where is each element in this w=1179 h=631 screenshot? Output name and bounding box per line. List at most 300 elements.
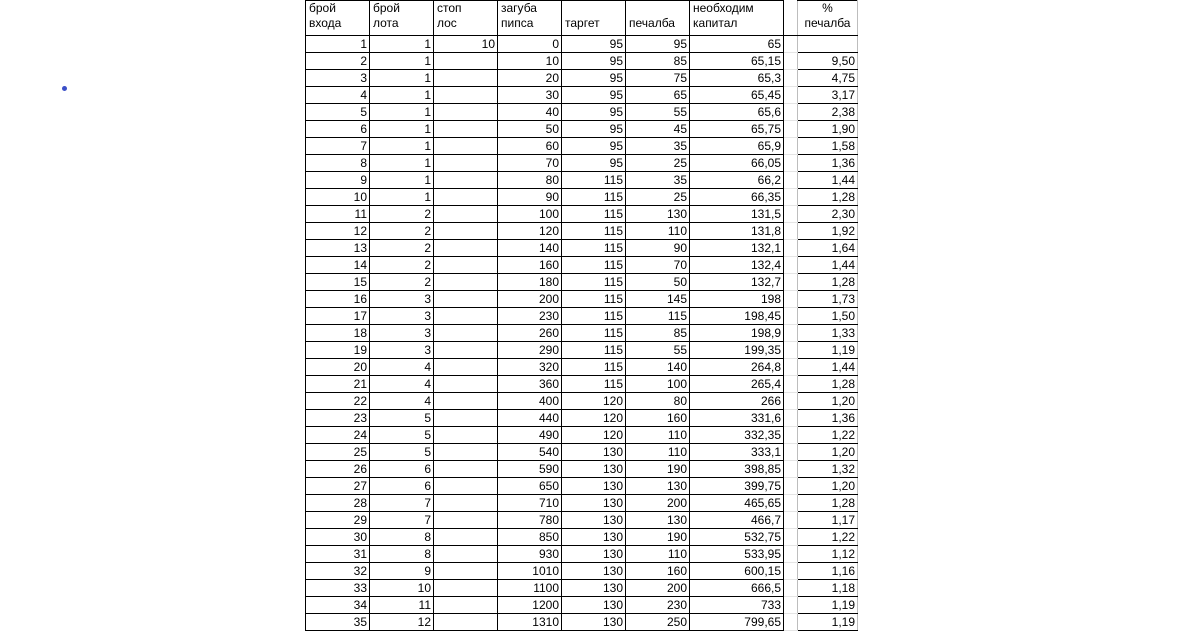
cell-profit[interactable]: 75 [626,70,690,87]
cell-capital[interactable]: 799,65 [690,614,784,631]
cell-profit-percent[interactable]: 1,22 [798,529,858,546]
cell-lots[interactable]: 2 [370,257,434,274]
cell-loss[interactable]: 440 [498,410,562,427]
cell-profit[interactable]: 90 [626,240,690,257]
cell-profit-percent[interactable]: 1,50 [798,308,858,325]
cell-lots[interactable]: 8 [370,546,434,563]
cell-entry[interactable]: 19 [306,342,370,359]
cell-entry[interactable]: 18 [306,325,370,342]
cell-profit-percent[interactable]: 1,28 [798,189,858,206]
cell-lots[interactable]: 1 [370,155,434,172]
cell-loss[interactable]: 260 [498,325,562,342]
cell-profit-percent[interactable]: 1,28 [798,376,858,393]
cell-lots[interactable]: 1 [370,53,434,70]
cell-capital[interactable]: 65 [690,36,784,53]
cell-capital[interactable]: 266 [690,393,784,410]
cell-profit-percent[interactable]: 1,58 [798,138,858,155]
cell-profit[interactable]: 130 [626,206,690,223]
table-row [306,427,858,444]
table-row [306,376,858,393]
cell-stop[interactable] [434,70,498,87]
cell-target[interactable]: 130 [562,512,626,529]
cell-profit[interactable]: 110 [626,427,690,444]
cell-profit[interactable]: 25 [626,189,690,206]
cell-entry[interactable]: 7 [306,138,370,155]
cell-loss[interactable]: 30 [498,87,562,104]
cell-loss[interactable]: 320 [498,359,562,376]
cell-target[interactable]: 130 [562,529,626,546]
cell-stop[interactable] [434,274,498,291]
cell-capital[interactable]: 733 [690,597,784,614]
cell-loss[interactable]: 70 [498,155,562,172]
cell-profit[interactable]: 160 [626,410,690,427]
cell-stop[interactable] [434,342,498,359]
cell-target[interactable]: 130 [562,444,626,461]
cell-lots[interactable]: 1 [370,70,434,87]
cell-stop[interactable] [434,291,498,308]
cell-target[interactable]: 130 [562,478,626,495]
cell-capital[interactable]: 132,7 [690,274,784,291]
cell-profit[interactable]: 50 [626,274,690,291]
cell-profit-percent[interactable]: 2,30 [798,206,858,223]
cell-lots[interactable]: 2 [370,274,434,291]
cell-profit[interactable]: 35 [626,172,690,189]
cell-target[interactable]: 95 [562,104,626,121]
cell-stop[interactable] [434,444,498,461]
cell-profit[interactable]: 55 [626,104,690,121]
cell-target[interactable]: 95 [562,121,626,138]
cell-profit[interactable]: 80 [626,393,690,410]
cell-stop[interactable]: 10 [434,36,498,53]
cell-stop[interactable] [434,563,498,580]
cell-entry[interactable]: 25 [306,444,370,461]
cell-stop[interactable] [434,53,498,70]
cell-profit-percent[interactable]: 1,28 [798,495,858,512]
cell-entry[interactable]: 21 [306,376,370,393]
cell-profit[interactable]: 250 [626,614,690,631]
cell-profit-percent[interactable] [798,36,858,53]
cell-target[interactable]: 115 [562,342,626,359]
table-row [306,393,858,410]
cell-loss[interactable]: 0 [498,36,562,53]
cell-entry[interactable]: 14 [306,257,370,274]
cell-stop[interactable] [434,104,498,121]
cell-target[interactable]: 130 [562,580,626,597]
cell-stop[interactable] [434,189,498,206]
cell-capital[interactable]: 398,85 [690,461,784,478]
cell-profit-percent[interactable]: 1,19 [798,342,858,359]
cell-target[interactable]: 115 [562,274,626,291]
header-entry-count: брой входа [306,1,370,36]
table-row [306,410,858,427]
cell-profit-percent[interactable]: 1,12 [798,546,858,563]
cell-lots[interactable]: 2 [370,206,434,223]
cell-profit-percent[interactable]: 1,20 [798,393,858,410]
cell-profit-percent[interactable]: 1,19 [798,614,858,631]
cell-target[interactable]: 130 [562,495,626,512]
cell-stop[interactable] [434,376,498,393]
cell-capital[interactable]: 198 [690,291,784,308]
cell-entry[interactable]: 2 [306,53,370,70]
cell-loss[interactable]: 50 [498,121,562,138]
cell-capital[interactable]: 666,5 [690,580,784,597]
cell-lots[interactable]: 7 [370,495,434,512]
cell-profit-percent[interactable]: 1,28 [798,274,858,291]
cell-capital[interactable]: 198,45 [690,308,784,325]
cell-profit[interactable]: 145 [626,291,690,308]
cell-capital[interactable]: 466,7 [690,512,784,529]
cell-lots[interactable]: 5 [370,444,434,461]
cell-profit[interactable]: 85 [626,325,690,342]
cell-entry[interactable]: 17 [306,308,370,325]
cell-profit[interactable]: 190 [626,461,690,478]
cell-capital[interactable]: 65,6 [690,104,784,121]
cell-entry[interactable]: 22 [306,393,370,410]
gap-cell [784,512,798,529]
cell-target[interactable]: 95 [562,138,626,155]
cell-entry[interactable]: 27 [306,478,370,495]
cell-capital[interactable]: 265,4 [690,376,784,393]
cell-profit[interactable]: 200 [626,580,690,597]
cell-entry[interactable]: 6 [306,121,370,138]
cell-loss[interactable]: 930 [498,546,562,563]
cell-loss[interactable]: 230 [498,308,562,325]
cell-stop[interactable] [434,172,498,189]
cell-entry[interactable]: 1 [306,36,370,53]
cell-lots[interactable]: 10 [370,580,434,597]
cell-loss[interactable]: 850 [498,529,562,546]
cell-profit-percent[interactable]: 2,38 [798,104,858,121]
cell-stop[interactable] [434,410,498,427]
cell-loss[interactable]: 1310 [498,614,562,631]
cell-profit[interactable]: 160 [626,563,690,580]
cell-profit[interactable]: 140 [626,359,690,376]
cell-loss[interactable]: 1100 [498,580,562,597]
cell-loss[interactable]: 400 [498,393,562,410]
cell-profit[interactable]: 45 [626,121,690,138]
cell-profit-percent[interactable]: 1,92 [798,223,858,240]
cell-profit-percent[interactable]: 1,33 [798,325,858,342]
cell-entry[interactable]: 26 [306,461,370,478]
cell-stop[interactable] [434,240,498,257]
cell-lots[interactable]: 1 [370,189,434,206]
gap-cell [784,104,798,121]
cell-stop[interactable] [434,325,498,342]
cell-profit-percent[interactable]: 1,64 [798,240,858,257]
cell-capital[interactable]: 332,35 [690,427,784,444]
cell-target[interactable]: 115 [562,325,626,342]
cell-profit[interactable]: 130 [626,512,690,529]
cell-loss[interactable]: 90 [498,189,562,206]
cell-lots[interactable]: 4 [370,393,434,410]
cell-capital[interactable]: 131,5 [690,206,784,223]
cell-target[interactable]: 115 [562,359,626,376]
cell-capital[interactable]: 66,35 [690,189,784,206]
cell-target[interactable]: 120 [562,427,626,444]
cell-target[interactable]: 120 [562,410,626,427]
cell-target[interactable]: 115 [562,257,626,274]
cell-profit[interactable]: 100 [626,376,690,393]
cell-loss[interactable]: 100 [498,206,562,223]
cell-entry[interactable]: 8 [306,155,370,172]
cell-entry[interactable]: 31 [306,546,370,563]
cell-stop[interactable] [434,257,498,274]
cell-lots[interactable]: 4 [370,376,434,393]
cell-profit[interactable]: 95 [626,36,690,53]
cell-capital[interactable]: 198,9 [690,325,784,342]
cell-stop[interactable] [434,138,498,155]
cell-loss[interactable]: 290 [498,342,562,359]
cell-entry[interactable]: 34 [306,597,370,614]
cell-entry[interactable]: 11 [306,206,370,223]
cell-capital[interactable]: 131,8 [690,223,784,240]
cell-profit[interactable]: 110 [626,546,690,563]
cell-profit-percent[interactable]: 1,17 [798,512,858,529]
cell-loss[interactable]: 650 [498,478,562,495]
cell-capital[interactable]: 600,15 [690,563,784,580]
cell-target[interactable]: 95 [562,36,626,53]
cell-capital[interactable]: 132,4 [690,257,784,274]
cell-target[interactable]: 130 [562,614,626,631]
cell-loss[interactable]: 360 [498,376,562,393]
cell-loss[interactable]: 540 [498,444,562,461]
table-row [306,614,858,631]
cell-profit-percent[interactable]: 1,32 [798,461,858,478]
cell-stop[interactable] [434,87,498,104]
cell-lots[interactable]: 1 [370,104,434,121]
cell-profit[interactable]: 65 [626,87,690,104]
cell-profit-percent[interactable]: 4,75 [798,70,858,87]
cell-profit-percent[interactable]: 1,36 [798,155,858,172]
cell-target[interactable]: 115 [562,189,626,206]
cell-entry[interactable]: 29 [306,512,370,529]
cell-profit-percent[interactable]: 1,36 [798,410,858,427]
cell-capital[interactable]: 331,6 [690,410,784,427]
cell-target[interactable]: 130 [562,597,626,614]
cell-entry[interactable]: 9 [306,172,370,189]
cell-profit[interactable]: 200 [626,495,690,512]
cell-profit-percent[interactable]: 1,19 [798,597,858,614]
cell-profit[interactable]: 190 [626,529,690,546]
cell-loss[interactable]: 20 [498,70,562,87]
table-row [306,240,858,257]
cell-profit[interactable]: 55 [626,342,690,359]
cell-target[interactable]: 130 [562,461,626,478]
cell-profit-percent[interactable]: 1,20 [798,444,858,461]
cell-lots[interactable]: 11 [370,597,434,614]
cell-loss[interactable]: 200 [498,291,562,308]
header-target: таргет [562,1,626,36]
cell-stop[interactable] [434,359,498,376]
cell-entry[interactable]: 5 [306,104,370,121]
cell-entry[interactable]: 16 [306,291,370,308]
cell-entry[interactable]: 30 [306,529,370,546]
cell-profit[interactable]: 25 [626,155,690,172]
cell-loss[interactable]: 1200 [498,597,562,614]
cell-target[interactable]: 115 [562,206,626,223]
cell-loss[interactable]: 160 [498,257,562,274]
cell-capital[interactable]: 66,05 [690,155,784,172]
cell-capital[interactable]: 132,1 [690,240,784,257]
cell-profit-percent[interactable]: 1,16 [798,563,858,580]
cell-capital[interactable]: 533,95 [690,546,784,563]
cell-loss[interactable]: 710 [498,495,562,512]
table-row [306,138,858,155]
cell-lots[interactable]: 3 [370,308,434,325]
cell-target[interactable]: 95 [562,155,626,172]
cell-target[interactable]: 130 [562,546,626,563]
cell-profit[interactable]: 130 [626,478,690,495]
cell-lots[interactable]: 1 [370,36,434,53]
cell-profit[interactable]: 70 [626,257,690,274]
cell-lots[interactable]: 6 [370,478,434,495]
cell-entry[interactable]: 35 [306,614,370,631]
cell-target[interactable]: 115 [562,308,626,325]
cell-stop[interactable] [434,155,498,172]
cell-loss[interactable]: 140 [498,240,562,257]
cell-lots[interactable]: 3 [370,342,434,359]
cell-loss[interactable]: 40 [498,104,562,121]
cell-capital[interactable]: 65,45 [690,87,784,104]
cell-stop[interactable] [434,461,498,478]
cell-loss[interactable]: 180 [498,274,562,291]
cell-target[interactable]: 95 [562,87,626,104]
cell-capital[interactable]: 65,15 [690,53,784,70]
cell-lots[interactable]: 8 [370,529,434,546]
cell-profit[interactable]: 35 [626,138,690,155]
cell-target[interactable]: 115 [562,376,626,393]
cell-loss[interactable]: 10 [498,53,562,70]
cell-profit-percent[interactable]: 1,20 [798,478,858,495]
cell-capital[interactable]: 465,65 [690,495,784,512]
cell-profit-percent[interactable]: 3,17 [798,87,858,104]
cell-profit-percent[interactable]: 1,22 [798,427,858,444]
cell-stop[interactable] [434,206,498,223]
cell-lots[interactable]: 3 [370,291,434,308]
cell-loss[interactable]: 590 [498,461,562,478]
gap-cell [784,70,798,87]
cell-stop[interactable] [434,495,498,512]
cell-capital[interactable]: 66,2 [690,172,784,189]
cell-target[interactable]: 95 [562,70,626,87]
table-row [306,359,858,376]
cell-capital[interactable]: 532,75 [690,529,784,546]
cell-stop[interactable] [434,580,498,597]
cell-profit-percent[interactable]: 1,18 [798,580,858,597]
cell-stop[interactable] [434,478,498,495]
cell-profit[interactable]: 110 [626,444,690,461]
cell-lots[interactable]: 1 [370,172,434,189]
table-row [306,189,858,206]
cell-lots[interactable]: 4 [370,359,434,376]
cell-profit-percent[interactable]: 9,50 [798,53,858,70]
cell-capital[interactable]: 199,35 [690,342,784,359]
cell-lots[interactable]: 7 [370,512,434,529]
cell-lots[interactable]: 5 [370,410,434,427]
cell-stop[interactable] [434,512,498,529]
cell-target[interactable]: 115 [562,223,626,240]
cell-lots[interactable]: 1 [370,121,434,138]
cell-profit[interactable]: 85 [626,53,690,70]
cell-loss[interactable]: 120 [498,223,562,240]
table-row [306,597,858,614]
cell-entry[interactable]: 3 [306,70,370,87]
cell-stop[interactable] [434,121,498,138]
cell-entry[interactable]: 24 [306,427,370,444]
table-row [306,172,858,189]
cell-profit-percent[interactable]: 1,44 [798,359,858,376]
cell-entry[interactable]: 10 [306,189,370,206]
cell-loss[interactable]: 780 [498,512,562,529]
cell-entry[interactable]: 23 [306,410,370,427]
cell-capital[interactable]: 333,1 [690,444,784,461]
cell-loss[interactable]: 1010 [498,563,562,580]
cell-capital[interactable]: 65,3 [690,70,784,87]
cell-target[interactable]: 115 [562,240,626,257]
cell-stop[interactable] [434,427,498,444]
cell-profit[interactable]: 230 [626,597,690,614]
cell-stop[interactable] [434,393,498,410]
cell-profit[interactable]: 110 [626,223,690,240]
cell-target[interactable]: 120 [562,393,626,410]
cell-stop[interactable] [434,546,498,563]
cell-entry[interactable]: 28 [306,495,370,512]
cell-profit[interactable]: 115 [626,308,690,325]
cell-target[interactable]: 95 [562,53,626,70]
cell-entry[interactable]: 20 [306,359,370,376]
table-row [306,206,858,223]
cell-loss[interactable]: 490 [498,427,562,444]
cell-stop[interactable] [434,529,498,546]
cell-lots[interactable]: 9 [370,563,434,580]
cell-capital[interactable]: 65,9 [690,138,784,155]
cell-capital[interactable]: 399,75 [690,478,784,495]
table-row [306,308,858,325]
cell-entry[interactable]: 32 [306,563,370,580]
cell-entry[interactable]: 4 [306,87,370,104]
cell-lots[interactable]: 2 [370,223,434,240]
cell-capital[interactable]: 264,8 [690,359,784,376]
cell-entry[interactable]: 13 [306,240,370,257]
cell-lots[interactable]: 6 [370,461,434,478]
cell-stop[interactable] [434,614,498,631]
cell-profit-percent[interactable]: 1,44 [798,257,858,274]
cell-lots[interactable]: 2 [370,240,434,257]
cell-entry[interactable]: 12 [306,223,370,240]
cell-stop[interactable] [434,223,498,240]
cell-entry[interactable]: 33 [306,580,370,597]
cell-target[interactable]: 130 [562,563,626,580]
cell-profit-percent[interactable]: 1,44 [798,172,858,189]
cell-lots[interactable]: 12 [370,614,434,631]
cell-profit-percent[interactable]: 1,73 [798,291,858,308]
cell-target[interactable]: 115 [562,291,626,308]
cell-lots[interactable]: 1 [370,87,434,104]
cell-stop[interactable] [434,308,498,325]
cell-lots[interactable]: 5 [370,427,434,444]
cell-capital[interactable]: 65,75 [690,121,784,138]
cell-lots[interactable]: 3 [370,325,434,342]
cell-loss[interactable]: 60 [498,138,562,155]
cell-profit-percent[interactable]: 1,90 [798,121,858,138]
cell-loss[interactable]: 80 [498,172,562,189]
cell-target[interactable]: 115 [562,172,626,189]
cell-stop[interactable] [434,597,498,614]
cell-entry[interactable]: 15 [306,274,370,291]
table-row [306,495,858,512]
table-row [306,223,858,240]
cell-lots[interactable]: 1 [370,138,434,155]
